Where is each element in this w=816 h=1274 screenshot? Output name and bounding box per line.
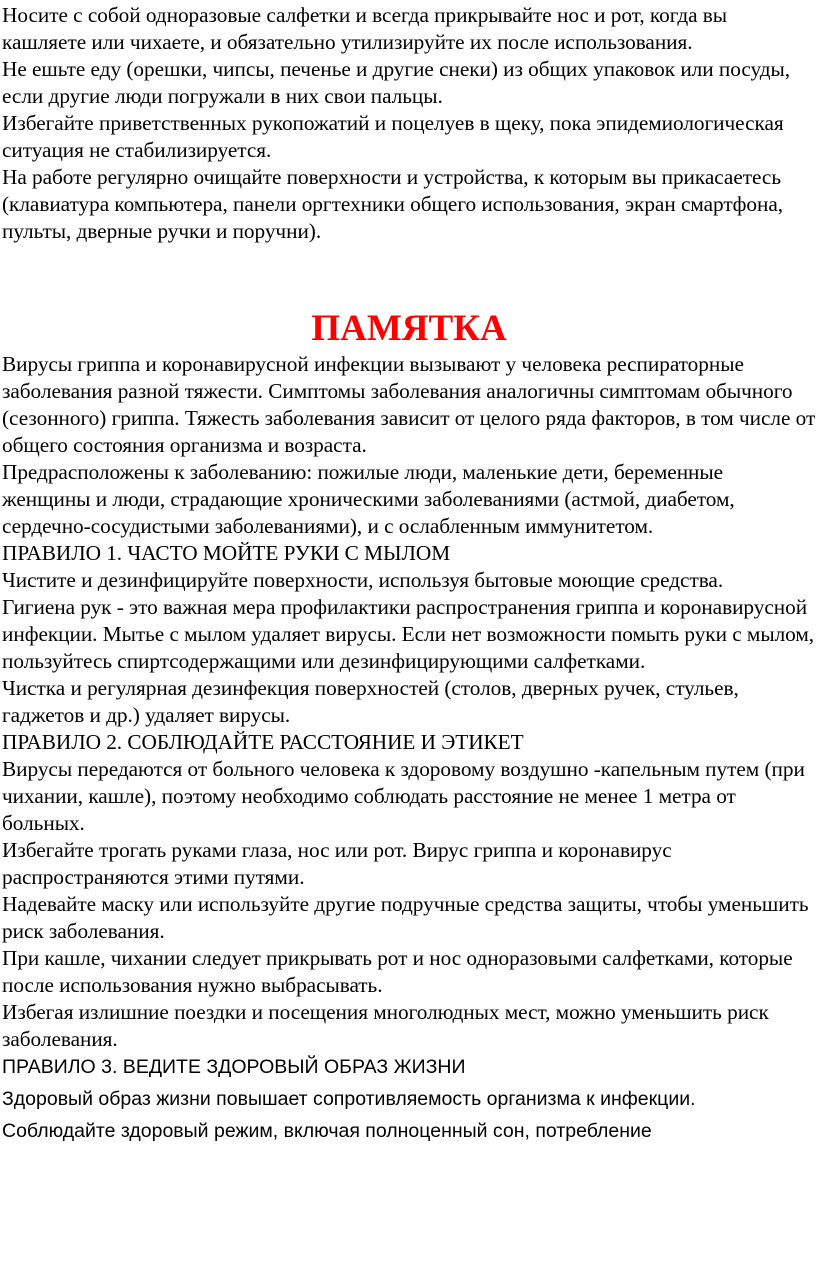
memo-paragraph: Вирусы гриппа и коронавирусной инфекции вызывают у человека респираторные заболевания разной тяжести. Симптомы заболевания аналогичны симптомам обычного (сезонного) гриппа. Тяжесть заболевания зависит от целого ряда факторов, в том числе от общего состояния организма и возраста. xyxy=(2,352,816,457)
rule3-paragraph: Соблюдайте здоровый режим, включая полноценный сон, потребление xyxy=(2,1120,652,1142)
intro-paragraph: Носите с собой одноразовые салфетки и всегда прикрывайте нос и рот, когда вы кашляете или чихаете, и обязательно утилизируйте их после использования. xyxy=(2,3,728,54)
section-spacer xyxy=(2,245,816,307)
rule1-paragraph: Чистка и регулярная дезинфекция поверхностей (столов, дверных ручек, стульев, гаджетов и др.) удаляет вирусы. xyxy=(2,676,739,727)
memo-title: ПАМЯТКА xyxy=(311,308,507,349)
rule1-section xyxy=(2,540,816,729)
intro-section xyxy=(2,2,816,245)
rule2-paragraph: Вирусы передаются от больного человека к здоровому воздушно -капельным путем (при чихании, кашле), поэтому необходимо соблюдать расстояние не менее 1 метра от больных. xyxy=(2,757,805,835)
rule3-heading: ПРАВИЛО 3. ВЕДИТЕ ЗДОРОВЫЙ ОБРАЗ ЖИЗНИ xyxy=(2,1056,466,1078)
rule3-paragraph: Здоровый образ жизни повышает сопротивляемость организма к инфекции. xyxy=(2,1088,696,1110)
rule2-paragraph: При кашле, чихании следует прикрывать рот и нос одноразовыми салфетками, которые после использования нужно выбрасывать. xyxy=(2,946,793,997)
memo-paragraph: Предрасположены к заболеванию: пожилые люди, маленькие дети, беременные женщины и люди, страдающие хроническими заболеваниями (астмой, диабетом, сердечно-сосудистыми заболеваниями), и с ослабленным иммунитетом. xyxy=(2,460,735,538)
rule2-paragraph: Надевайте маску или используйте другие подручные средства защиты, чтобы уменьшить риск заболевания. xyxy=(2,892,809,943)
memo-section xyxy=(2,351,816,540)
rule1-heading: ПРАВИЛО 1. ЧАСТО МОЙТЕ РУКИ С МЫЛОМ xyxy=(2,541,451,565)
rule3-section xyxy=(2,1053,816,1146)
intro-paragraph: Не ешьте еду (орешки, чипсы, печенье и другие снеки) из общих упаковок или посуды, если другие люди погружали в них свои пальцы. xyxy=(2,57,791,108)
rule2-heading: ПРАВИЛО 2. СОБЛЮДАЙТЕ РАССТОЯНИЕ И ЭТИКЕТ xyxy=(2,730,524,754)
intro-paragraph: Избегайте приветственных рукопожатий и поцелуев в щеку, пока эпидемиологическая ситуация не стабилизируется. xyxy=(2,111,784,162)
rule2-paragraph: Избегая излишние поездки и посещения многолюдных мест, можно уменьшить риск заболевания. xyxy=(2,1000,769,1051)
rule2-section xyxy=(2,729,816,1053)
intro-paragraph: На работе регулярно очищайте поверхности и устройства, к которым вы прикасаетесь (клавиатура компьютера, панели оргтехники общего использования, экран смартфона, пульты, дверные ручки и поручни). xyxy=(2,165,783,243)
rule1-paragraph: Чистите и дезинфицируйте поверхности, используя бытовые моющие средства. xyxy=(2,568,724,592)
rule2-paragraph: Избегайте трогать руками глаза, нос или рот. Вирус гриппа и коронавирус распространяются этими путями. xyxy=(2,838,672,889)
rule1-paragraph: Гигиена рук - это важная мера профилактики распространения гриппа и коронавирусной инфекции. Мытье с мылом удаляет вирусы. Если нет возможности помыть руки с мылом, пользуйтесь спиртсодержащими или дезинфицирующими салфетками. xyxy=(2,595,815,673)
